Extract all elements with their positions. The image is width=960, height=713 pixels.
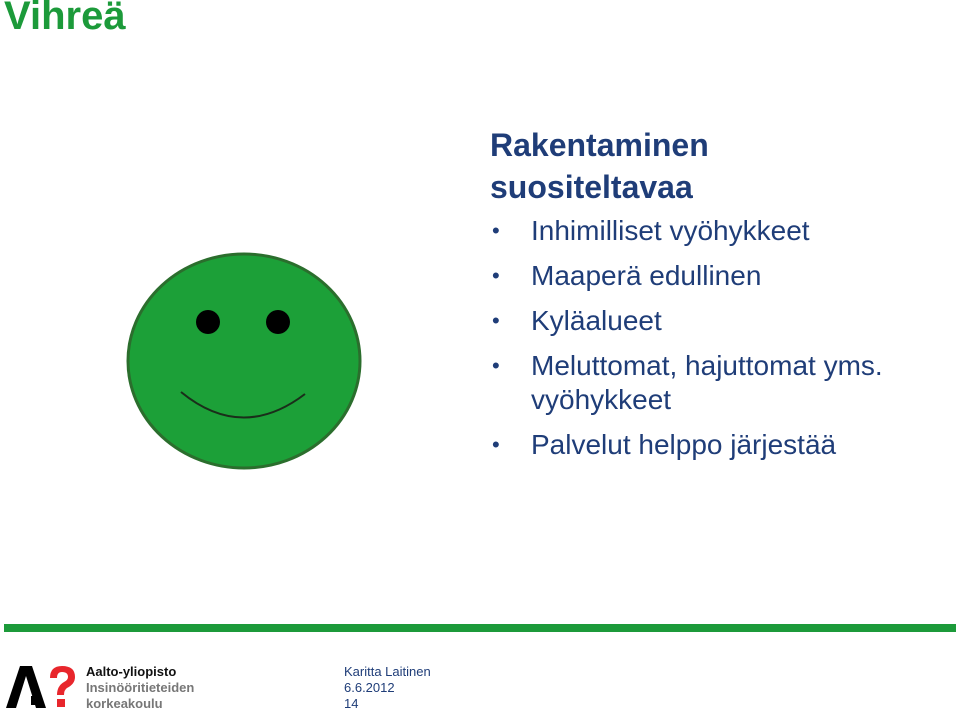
aalto-logo-icon bbox=[4, 664, 78, 710]
bullet-dot-icon: • bbox=[492, 218, 500, 243]
bullet-text: Maaperä edullinen bbox=[531, 260, 762, 291]
bullet-item bbox=[490, 349, 950, 417]
page-number: 14 bbox=[344, 696, 359, 711]
heading-line-1: Rakentaminen bbox=[490, 127, 709, 163]
content-heading bbox=[490, 124, 950, 208]
slide-title: Vihreä bbox=[4, 0, 126, 38]
right-eye bbox=[266, 310, 290, 334]
smiley-face-icon bbox=[124, 250, 364, 472]
bullet-dot-icon: • bbox=[492, 263, 500, 288]
footer-meta bbox=[344, 664, 431, 712]
bullet-text: Kyläalueet bbox=[531, 305, 662, 336]
left-eye bbox=[196, 310, 220, 334]
bullet-dot-icon: • bbox=[492, 308, 500, 333]
bullet-text: Meluttomat, hajuttomat yms. vyöhykkeet bbox=[531, 350, 883, 415]
author-name: Karitta Laitinen bbox=[344, 664, 431, 679]
bullet-text: Palvelut helppo järjestää bbox=[531, 429, 837, 460]
bullet-dot-icon: • bbox=[492, 353, 500, 378]
org-name bbox=[86, 664, 194, 712]
bullet-list bbox=[490, 214, 950, 462]
bullet-item bbox=[490, 259, 950, 293]
content-block bbox=[490, 124, 950, 473]
org-line-1: Aalto-yliopisto bbox=[86, 664, 177, 679]
bullet-dot-icon: • bbox=[492, 432, 500, 457]
slide-date: 6.6.2012 bbox=[344, 680, 395, 695]
bullet-text: Inhimilliset vyöhykkeet bbox=[531, 215, 810, 246]
bullet-item bbox=[490, 214, 950, 248]
org-line-2: Insinööritieteiden bbox=[86, 680, 195, 695]
bullet-item bbox=[490, 304, 950, 338]
heading-line-2: suositeltavaa bbox=[490, 169, 693, 205]
footer-divider bbox=[4, 624, 956, 632]
bullet-item bbox=[490, 428, 950, 462]
org-line-3: korkeakoulu bbox=[86, 696, 163, 711]
